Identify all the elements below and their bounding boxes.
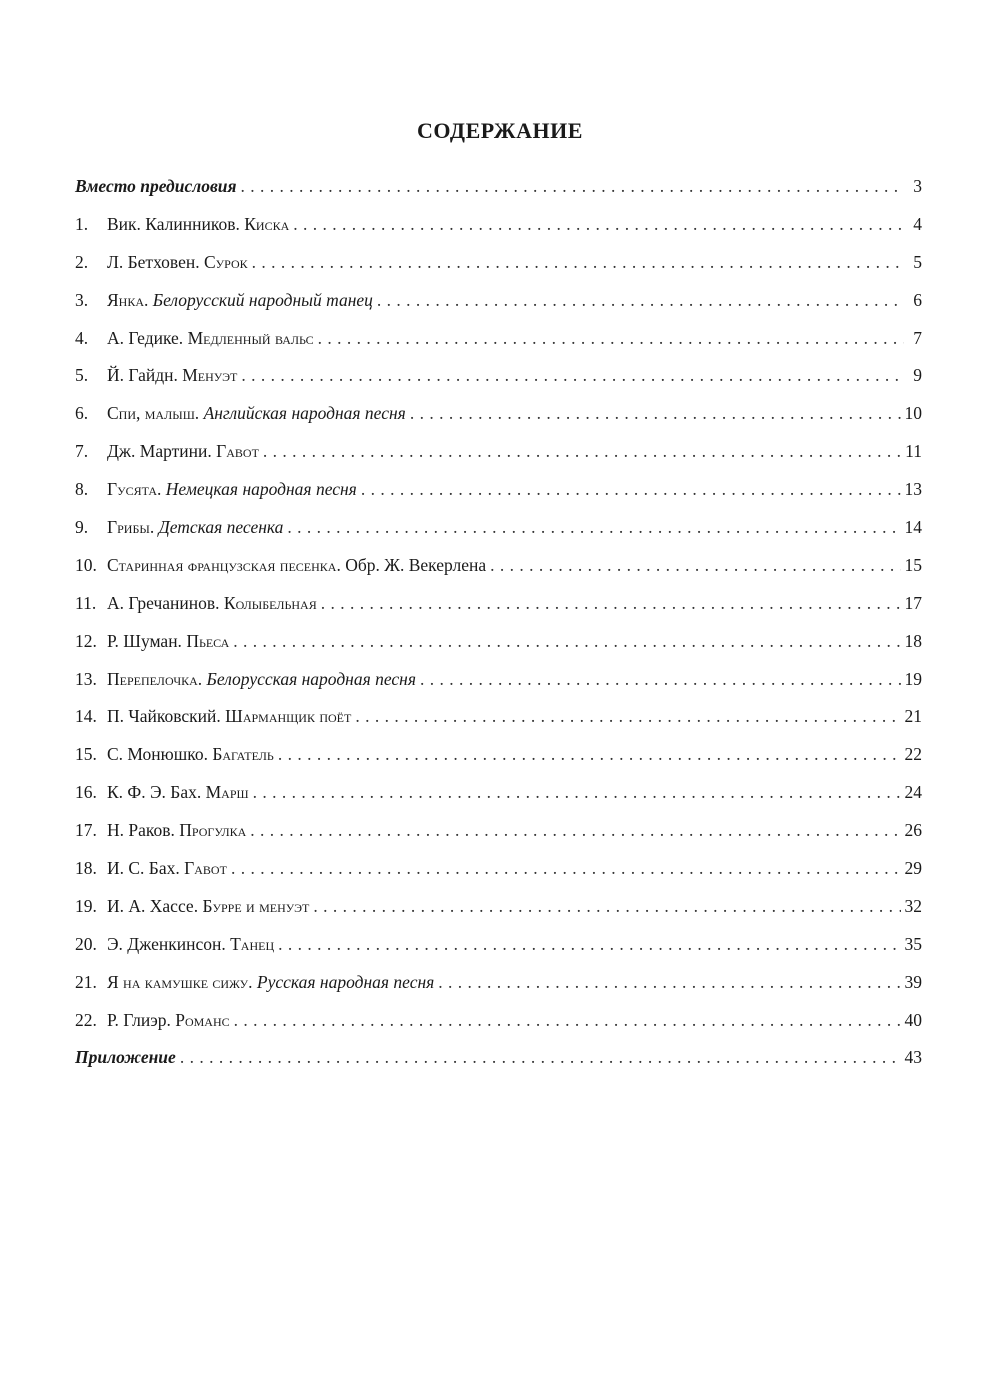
dot-leader [287,511,900,543]
toc-entry-author: Л. Бетховен. [107,251,204,272]
toc-entry-number: 14. [75,706,97,727]
toc-entry-text [107,397,406,429]
toc-entry-number: 17. [75,820,97,841]
toc-entry-text [107,738,274,770]
toc-entry-author: И. А. Хассе. [107,895,203,916]
toc-row[interactable] [75,359,922,397]
dot-leader [253,776,901,808]
dot-leader [233,625,900,657]
toc-row[interactable] [75,435,922,473]
toc-row[interactable] [75,700,922,738]
toc-entry-title: Гусята. [107,479,162,500]
toc-entry-number: 22. [75,1009,97,1030]
toc-entry-number: 12. [75,630,97,651]
dot-leader [180,1041,901,1073]
toc-entry-title: Янка. [107,289,149,310]
toc-entry-number: 11. [75,592,97,613]
dot-leader [278,738,901,770]
page-title: СОДЕРЖАНИЕ [417,118,583,143]
toc-entry-author: Дж. Мартини. [107,441,217,462]
toc-entry-number: 20. [75,933,97,954]
toc-entry-number: 3. [75,289,89,310]
dot-leader [490,549,900,581]
toc-entry-author: А. Гречанинов. [107,592,224,613]
toc-entry-text [107,208,289,240]
toc-entry-page: 22 [904,744,922,765]
table-of-contents [75,170,922,1079]
toc-entry-page: 13 [904,479,922,500]
toc-entry-text [107,852,227,884]
toc-entry-subtitle: Белорусский народный танец [148,289,373,310]
toc-entry-title: Гавот [184,858,227,879]
dot-leader [361,473,901,505]
toc-row[interactable] [75,852,922,890]
toc-entry-text [107,814,246,846]
toc-entry-text [107,473,357,505]
toc-entry-author: И. С. Бах. [107,858,185,879]
toc-row[interactable] [75,473,922,511]
toc-entry-text [107,625,229,657]
toc-entry-text [107,1004,230,1036]
dot-leader [278,928,900,960]
toc-entry-number: 1. [75,213,89,234]
toc-entry-text [107,776,249,808]
toc-entry-author: А. Гедике. [107,327,188,348]
toc-entry-page: 26 [904,820,922,841]
toc-entry-title: Киска [244,213,290,234]
toc-entry-author: Й. Гайдн. [107,365,183,386]
toc-entry-title: Сурок [203,251,248,272]
dot-leader [250,814,900,846]
toc-entry-number: 16. [75,782,97,803]
toc-entry-number: 4. [75,327,89,348]
toc-entry-author: Р. Шуман. [107,630,187,651]
toc-row[interactable] [75,284,922,322]
toc-entry-author: С. Монюшко. [107,744,213,765]
toc-entry-text [107,890,309,922]
toc-entry-text [107,284,373,316]
toc-row[interactable] [75,511,922,549]
toc-row[interactable] [75,966,922,1004]
dot-leader [377,284,904,316]
toc-entry-page: 9 [913,365,922,386]
toc-entry-number: 5. [75,365,89,386]
toc-intro-title: Вместо предисловия [75,176,237,196]
toc-entry-title: Старинная французская песенка. [107,554,341,575]
dot-leader [252,246,904,278]
dot-leader [420,663,901,695]
dot-leader [321,587,901,619]
toc-entry-subtitle: Немецкая народная песня [161,479,357,500]
toc-entry-title: Танец [230,933,275,954]
toc-entry-text [107,322,314,354]
toc-row[interactable] [75,208,922,246]
toc-entry-page: 18 [904,630,922,651]
toc-row[interactable] [75,738,922,776]
toc-entry-title: Марш [205,782,249,803]
dot-leader [241,359,904,391]
toc-entry-number: 8. [75,479,89,500]
toc-entry-page: 15 [904,554,922,575]
toc-entry-number: 15. [75,744,97,765]
toc-row[interactable] [75,322,922,360]
toc-entry-page: 32 [904,895,922,916]
toc-entry-page: 14 [904,517,922,538]
toc-entry-author: П. Чайковский. [107,706,226,727]
toc-entry-page: 7 [913,327,922,348]
toc-entry-title: Шарманщик поёт [225,706,352,727]
toc-appendix-title: Приложение [75,1047,176,1068]
toc-entry-text [107,359,237,391]
toc-row[interactable] [75,890,922,928]
toc-entry-page: 40 [904,1009,922,1030]
toc-entry-number: 7. [75,441,89,462]
toc-entry-page: 11 [905,441,922,462]
toc-entry-number: 13. [75,668,97,689]
toc-entry-number: 18. [75,858,97,879]
toc-entry-title: Романс [175,1009,230,1030]
toc-entry-text [107,966,434,998]
dot-leader [231,852,901,884]
toc-row-intro[interactable] [75,170,922,208]
toc-entry-number: 2. [75,251,89,272]
toc-intro-page: 3 [913,176,922,196]
toc-entry-arrangement: Обр. Ж. Векерлена [340,554,487,575]
toc-entry-title: Прогулка [179,820,247,841]
toc-entry-title: Колыбельная [223,592,317,613]
toc-entry-text [107,549,486,581]
toc-row-appendix[interactable] [75,1041,922,1079]
toc-entry-author: Вик. Калинников. [107,213,245,234]
toc-entry-title: Медленный вальс [187,327,314,348]
dot-leader [355,700,900,732]
toc-row[interactable] [75,397,922,435]
toc-entry-number: 6. [75,403,89,424]
toc-entry-page: 4 [913,213,922,234]
toc-entry-title: Пьеса [186,630,230,651]
toc-entry-page: 19 [904,668,922,689]
toc-entry-title: Грибы. [107,517,155,538]
dot-leader [438,966,900,998]
dot-leader [234,1004,901,1036]
toc-entry-text [107,700,351,732]
toc-entry-page: 24 [904,782,922,803]
toc-entry-subtitle: Русская народная песня [252,971,435,992]
toc-row[interactable] [75,928,922,966]
toc-entry-text [107,246,248,278]
toc-appendix-page: 43 [904,1047,922,1068]
toc-entry-page: 35 [904,933,922,954]
toc-entry-page: 21 [904,706,922,727]
toc-entry-title: Гавот [216,441,259,462]
toc-entry-author: Н. Раков. [107,820,180,841]
toc-entry-page: 6 [913,289,922,310]
toc-entry-number: 9. [75,517,89,538]
toc-entry-subtitle: Детская песенка [154,517,284,538]
toc-entry-page: 39 [904,971,922,992]
toc-entry-title: Спи, малыш. [107,403,200,424]
toc-entry-title: Менуэт [182,365,238,386]
toc-row[interactable] [75,663,922,701]
dot-leader [318,322,904,354]
toc-row[interactable] [75,1004,922,1042]
toc-entry-title: Перепелочка. [107,668,203,689]
toc-entry-text [107,587,317,619]
toc-entry-page: 29 [904,858,922,879]
toc-entry-subtitle: Английская народная песня [199,403,406,424]
toc-row[interactable] [75,625,922,663]
toc-row[interactable] [75,246,922,284]
dot-leader [241,170,904,202]
toc-entry-text [107,663,416,695]
toc-entry-number: 19. [75,895,97,916]
toc-entry-page: 5 [913,251,922,272]
toc-entry-title: Я на камушке сижу. [107,971,253,992]
toc-entry-text [107,928,274,960]
toc-row[interactable] [75,776,922,814]
toc-entry-page: 17 [904,592,922,613]
toc-entry-title: Багатель [212,744,274,765]
dot-leader [410,397,901,429]
toc-entry-number: 21. [75,971,97,992]
toc-entry-page: 10 [904,403,922,424]
toc-entry-author: Э. Дженкинсон. [107,933,231,954]
toc-entry-number: 10. [75,554,97,575]
toc-entry-subtitle: Белорусская народная песня [202,668,416,689]
toc-entry-author: К. Ф. Э. Бах. [107,782,206,803]
toc-entry-text [107,511,283,543]
toc-entry-title: Бурре и менуэт [202,895,310,916]
toc-row[interactable] [75,814,922,852]
dot-leader [293,208,904,240]
dot-leader [263,435,901,467]
toc-row[interactable] [75,587,922,625]
toc-row[interactable] [75,549,922,587]
dot-leader [313,890,900,922]
toc-entry-text [107,435,259,467]
toc-entry-author: Р. Глиэр. [107,1009,176,1030]
